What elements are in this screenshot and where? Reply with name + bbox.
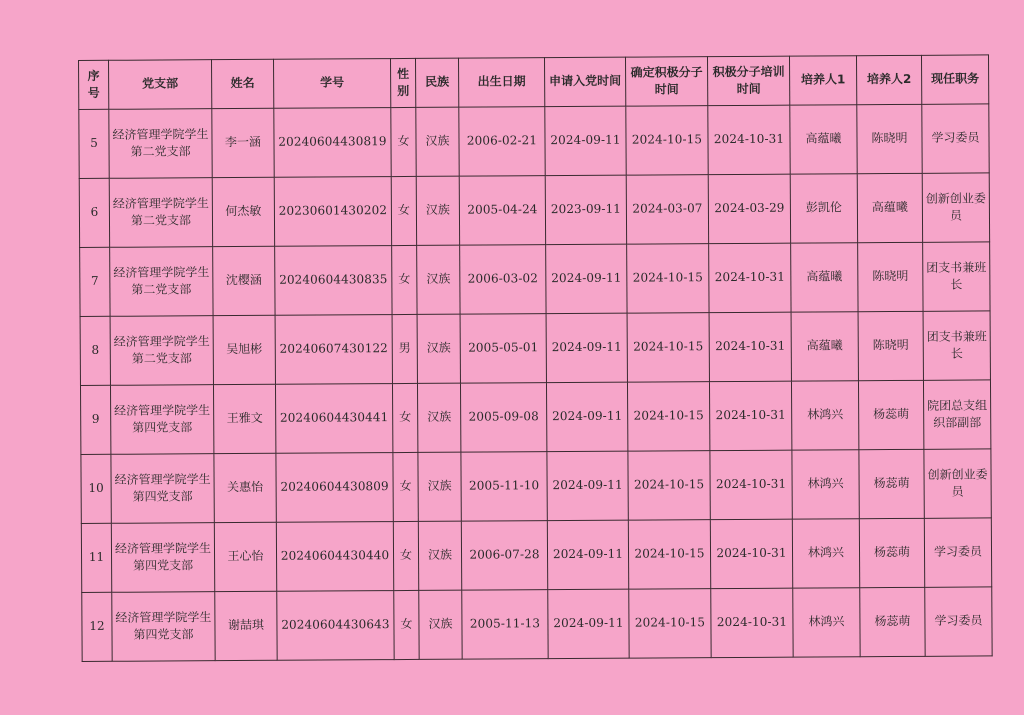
header-gender: 性别 (390, 58, 415, 107)
cell-mentor-1: 林鸿兴 (793, 588, 860, 657)
cell-gender: 女 (393, 452, 418, 521)
cell-name: 谢喆琪 (215, 591, 277, 660)
cell-training-date: 2024-10-31 (709, 312, 791, 381)
cell-mentor-1: 林鸿兴 (791, 381, 858, 450)
cell-index: 10 (81, 454, 111, 523)
cell-activist-date: 2024-10-15 (627, 382, 709, 451)
table-row (80, 311, 990, 386)
cell-gender: 女 (392, 245, 417, 314)
cell-name: 吴旭彬 (213, 315, 275, 384)
cell-branch: 经济管理学院学生第四党支部 (111, 454, 214, 524)
cell-mentor-1: 林鸿兴 (792, 519, 859, 588)
cell-name: 沈樱涵 (213, 246, 275, 315)
cell-branch: 经济管理学院学生第四党支部 (110, 385, 213, 455)
cell-position: 创新创业委员 (922, 173, 989, 242)
cell-index: 8 (80, 316, 110, 385)
cell-application-date: 2024-09-11 (546, 313, 627, 382)
cell-training-date: 2024-10-31 (709, 243, 791, 312)
cell-position: 学习委员 (924, 518, 991, 587)
cell-application-date: 2024-09-11 (547, 520, 628, 589)
cell-application-date: 2024-09-11 (547, 451, 628, 520)
cell-mentor-2: 陈晓明 (858, 242, 923, 311)
cell-position: 院团总支组织部副部 (923, 380, 990, 449)
table-row (79, 173, 989, 248)
cell-ethnicity: 汉族 (418, 452, 461, 521)
table-row (80, 242, 990, 317)
cell-activist-date: 2024-10-15 (627, 244, 709, 313)
cell-index: 11 (81, 523, 111, 592)
cell-branch: 经济管理学院学生第二党支部 (110, 247, 213, 317)
cell-training-date: 2024-10-31 (708, 105, 790, 174)
cell-index: 6 (79, 178, 109, 247)
cell-training-date: 2024-10-31 (710, 450, 792, 519)
cell-gender: 女 (391, 176, 416, 245)
cell-activist-date: 2024-03-07 (626, 175, 708, 244)
table-row (80, 380, 990, 455)
cell-branch: 经济管理学院学生第二党支部 (110, 316, 213, 386)
cell-index: 12 (82, 592, 112, 661)
header-birth-date: 出生日期 (458, 58, 544, 108)
table-row (79, 104, 989, 179)
table-row (81, 518, 991, 593)
cell-activist-date: 2024-10-15 (628, 520, 710, 589)
header-position: 现任职务 (921, 55, 988, 104)
cell-position: 团支书兼班长 (923, 242, 990, 311)
cell-birth-date: 2006-07-28 (461, 521, 547, 591)
header-mentor-1: 培养人1 (789, 56, 856, 105)
cell-branch: 经济管理学院学生第二党支部 (109, 109, 212, 179)
roster-table (78, 54, 993, 662)
cell-ethnicity: 汉族 (417, 314, 460, 383)
cell-gender: 女 (392, 383, 417, 452)
cell-ethnicity: 汉族 (416, 176, 459, 245)
cell-gender: 女 (393, 521, 418, 590)
cell-birth-date: 2005-11-10 (461, 452, 547, 522)
cell-mentor-1: 彭凯伦 (790, 174, 857, 243)
cell-position: 团支书兼班长 (923, 311, 990, 380)
cell-name: 李一涵 (212, 108, 274, 177)
header-ethnicity: 民族 (415, 58, 458, 107)
cell-name: 关惠怡 (214, 453, 276, 522)
cell-student-id: 20240604430819 (274, 108, 391, 178)
cell-position: 学习委员 (925, 587, 992, 656)
cell-mentor-1: 高蕴曦 (791, 243, 858, 312)
cell-mentor-1: 高蕴曦 (791, 312, 858, 381)
cell-birth-date: 2005-09-08 (460, 383, 546, 453)
cell-student-id: 20230601430202 (274, 177, 391, 247)
cell-ethnicity: 汉族 (417, 245, 460, 314)
cell-student-id: 20240604430440 (276, 522, 393, 592)
cell-student-id: 20240604430835 (275, 246, 392, 316)
cell-activist-date: 2024-10-15 (626, 106, 708, 175)
cell-mentor-2: 陈晓明 (857, 104, 922, 173)
cell-name: 何杰敏 (212, 177, 274, 246)
cell-mentor-2: 陈晓明 (858, 311, 923, 380)
cell-branch: 经济管理学院学生第二党支部 (109, 178, 212, 248)
cell-activist-date: 2024-10-15 (629, 589, 711, 658)
cell-student-id: 20240604430809 (276, 453, 393, 523)
table-row (81, 449, 991, 524)
cell-ethnicity: 汉族 (416, 107, 459, 176)
cell-branch: 经济管理学院学生第四党支部 (111, 523, 214, 593)
cell-mentor-1: 高蕴曦 (790, 105, 857, 174)
cell-gender: 女 (394, 590, 419, 659)
cell-activist-date: 2024-10-15 (628, 451, 710, 520)
cell-application-date: 2024-09-11 (546, 382, 627, 451)
cell-birth-date: 2005-11-13 (462, 590, 548, 660)
cell-ethnicity: 汉族 (418, 521, 461, 590)
table-body (79, 104, 992, 662)
cell-birth-date: 2006-02-21 (459, 107, 545, 177)
header-branch: 党支部 (109, 60, 212, 110)
cell-mentor-2: 高蕴曦 (857, 173, 922, 242)
cell-student-id: 20240604430441 (275, 384, 392, 454)
cell-mentor-2: 杨蕊萌 (860, 587, 925, 656)
cell-position: 学习委员 (922, 104, 989, 173)
header-name: 姓名 (212, 59, 274, 108)
cell-position: 创新创业委员 (924, 449, 991, 518)
cell-application-date: 2024-09-11 (545, 106, 626, 175)
header-mentor-2: 培养人2 (856, 55, 921, 104)
cell-index: 5 (79, 109, 109, 178)
cell-student-id: 20240604430643 (277, 591, 394, 661)
cell-gender: 男 (392, 314, 417, 383)
cell-training-date: 2024-03-29 (708, 174, 790, 243)
cell-name: 王心怡 (214, 522, 276, 591)
cell-mentor-2: 杨蕊萌 (858, 380, 923, 449)
cell-gender: 女 (391, 107, 416, 176)
cell-ethnicity: 汉族 (419, 590, 462, 659)
cell-training-date: 2024-10-31 (711, 588, 793, 657)
cell-index: 7 (80, 247, 110, 316)
table-row (82, 587, 992, 662)
cell-training-date: 2024-10-31 (709, 381, 791, 450)
header-application-date: 申请入党时间 (544, 57, 625, 106)
cell-birth-date: 2006-03-02 (460, 245, 546, 315)
cell-training-date: 2024-10-31 (710, 519, 792, 588)
cell-ethnicity: 汉族 (417, 383, 460, 452)
header-student-id: 学号 (273, 59, 390, 109)
cell-birth-date: 2005-05-01 (460, 314, 546, 384)
header-training-date: 积极分子培训时间 (707, 56, 789, 105)
cell-application-date: 2024-09-11 (546, 244, 627, 313)
cell-student-id: 20240607430122 (275, 315, 392, 385)
header-activist-date: 确定积极分子时间 (625, 57, 707, 106)
cell-index: 9 (80, 385, 110, 454)
header-row (79, 55, 989, 110)
cell-branch: 经济管理学院学生第四党支部 (112, 592, 215, 662)
cell-application-date: 2024-09-11 (548, 589, 629, 658)
header-index: 序号 (79, 60, 109, 109)
cell-activist-date: 2024-10-15 (627, 313, 709, 382)
cell-birth-date: 2005-04-24 (459, 176, 545, 246)
cell-name: 王雅文 (213, 384, 275, 453)
cell-mentor-1: 林鸿兴 (792, 450, 859, 519)
cell-mentor-2: 杨蕊萌 (859, 518, 924, 587)
cell-application-date: 2023-09-11 (545, 175, 626, 244)
cell-mentor-2: 杨蕊萌 (859, 449, 924, 518)
